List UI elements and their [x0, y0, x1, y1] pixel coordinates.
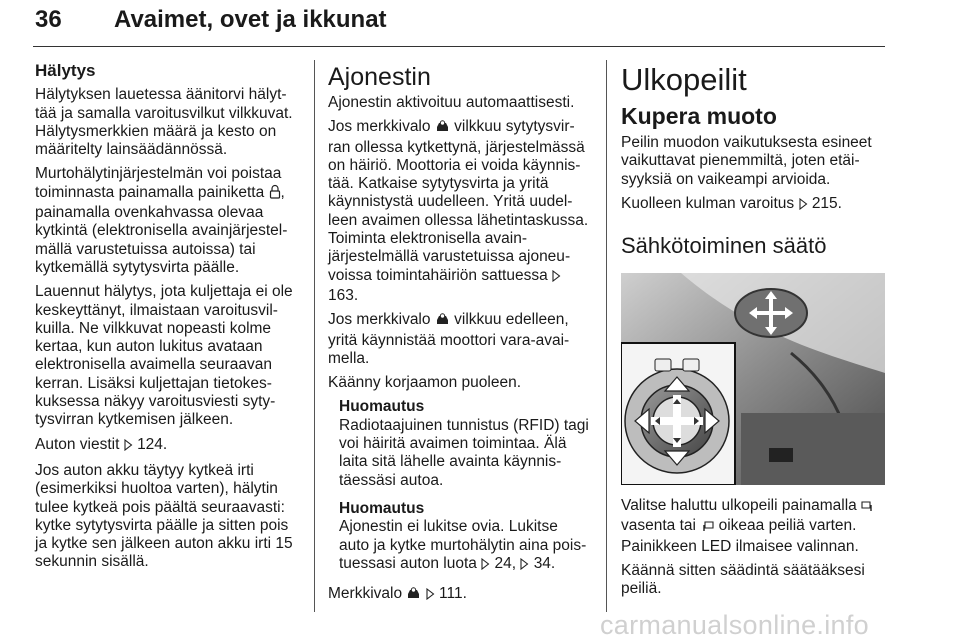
paragraph: Peilin muodon vaikutuksesta esineet vaikuttavat pienemmiltä, joten etäisyyksiä on vaikeampi arvioida.	[621, 134, 872, 188]
immobilizer-icon	[435, 313, 450, 331]
column-immobilizer	[328, 62, 590, 611]
column-divider	[314, 60, 315, 612]
note-text: Ajonestin ei lukitse ovia. Lukitse auto ja kytke murtohälytin aina poistuessasi auton luota 24, 34.	[339, 518, 590, 575]
paragraph: Lauennut hälytys, jota kuljettaja ei ole keskeyttänyt, ilmaistaan varoitusvilkuilla. Ne vilkkuvat nopeasti kolme kertaa, kun auton lukitus avataan elektronisella avaimella seuraavan kerran. Lisäksi kuljettajan tietokeskuksessa näkyy varoitusviesti sytytysvirran kytkemisen jälkeen.	[35, 283, 293, 429]
paragraph: Auton viestit 124.	[35, 436, 300, 456]
column-alarm	[35, 62, 300, 578]
paragraph: Jos auton akku täytyy kytkeä irti (esimerkiksi huoltoa varten), hälytin tulee kytkeä pois päältä seuraavasti: kytke sytytysvirta päälle ja sitten pois ja kytke sen jälkeen auton akku irti 15 sekunnin sisällä.	[35, 461, 293, 571]
paragraph: Käännä sitten säädintä säätääksesi peiliä.	[621, 562, 865, 598]
heading-mirrors: Ulkopeilit	[621, 62, 747, 97]
paragraph: Hälytyksen lauetessa äänitorvi hälyttää ja samalla varoitusvilkut vilkkuvat. Hälytysmerkkien määrä ja kesto on määritelty lainsäädännössä.	[35, 86, 293, 159]
page-ref-icon	[552, 269, 561, 287]
note-title: Huomautus	[339, 398, 425, 416]
immobilizer-icon	[435, 120, 450, 138]
subheading-electric: Sähkötoiminen säätö	[621, 233, 827, 259]
note-doors	[328, 500, 590, 575]
watermark: carmanualsonline.info	[600, 610, 869, 640]
right-mirror-icon	[700, 519, 714, 537]
paragraph: Merkkivalo 111.	[328, 585, 590, 605]
paragraph: Jos merkkivalo vilkkuu edelleen, yritä käynnistää moottori vara-avaimella.	[328, 311, 570, 367]
lock-icon	[269, 184, 281, 204]
paragraph: Jos merkkivalo vilkkuu sytytysvirran ollessa kytkettynä, järjestelmässä on häiriö. Moottoria ei voida käynnistää. Katkaise sytytysvirta ja yritä käynnistystä uudelleen. Yritä uudelleen avaimen ollessa lähetintaskussa. Toiminta elektronisella avainjärjestelmällä varustetuissa ajoneuvoissa toimintahäiriön sattuessa 163.	[328, 118, 589, 304]
note-text: Radiotaajuinen tunnistus (RFID) tagi voi häiritä avaimen toimintaa. Älä laita sitä lähelle avainta käynnistäessäsi autoa.	[339, 416, 589, 489]
paragraph: Valitse haluttu ulkopeili painamalla vasenta tai oikeaa peiliä varten. Painikkeen LED ilmaisee valinnan.	[621, 497, 885, 556]
mirror-control-illustration	[621, 273, 885, 485]
heading-alarm: Hälytys	[35, 61, 96, 80]
page-ref-icon	[124, 438, 133, 456]
paragraph: Kuolleen kulman varoitus 215.	[621, 195, 885, 215]
subheading-convex: Kupera muoto	[621, 103, 777, 129]
paragraph: Käänny korjaamon puoleen.	[328, 374, 522, 392]
page-ref-icon	[426, 587, 435, 605]
page-ref-icon	[520, 557, 529, 575]
chapter-title: Avaimet, ovet ja ikkunat	[114, 6, 387, 33]
note-rfid	[328, 398, 590, 489]
paragraph: Murtohälytinjärjestelmän voi poistaa toiminnasta painamalla painiketta , painamalla ovenkahvassa olevaa kytkintä (elektronisella avainjärjestelmällä varustetuissa autoissa) tai kytkemällä sytytysvirta päälle.	[35, 165, 288, 276]
left-mirror-icon	[861, 499, 875, 517]
heading-immobilizer: Ajonestin	[328, 63, 431, 91]
column-mirrors	[621, 62, 885, 605]
paragraph: Ajonestin aktivoituu automaattisesti.	[328, 94, 575, 111]
page-ref-icon	[481, 557, 490, 575]
column-divider	[606, 60, 607, 612]
page-ref-icon	[799, 197, 808, 215]
page-header	[33, 4, 885, 47]
page-number: 36	[35, 6, 62, 33]
immobilizer-icon	[406, 587, 421, 605]
note-title: Huomautus	[339, 499, 425, 517]
